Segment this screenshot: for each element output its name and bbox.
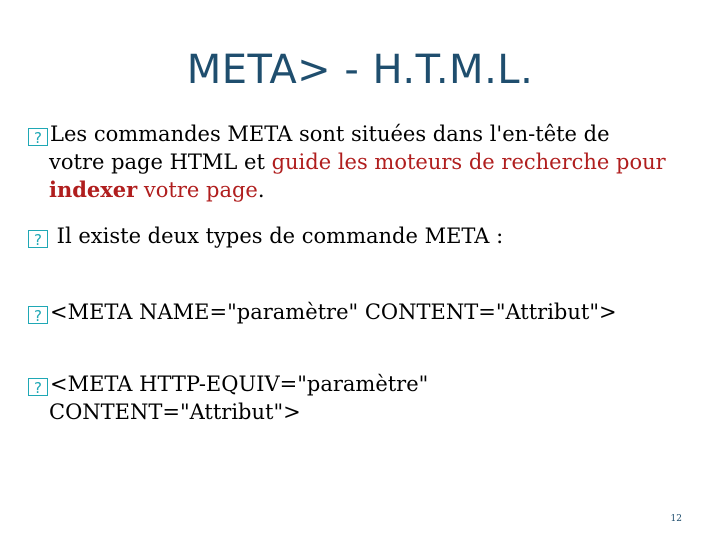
bullet-2-text: Il existe deux types de commande META : — [50, 224, 504, 248]
bullet-4-line-1: <META HTTP-EQUIV="paramètre" — [50, 372, 429, 396]
bullet-icon: ? — [28, 306, 48, 324]
bullet-icon: ? — [28, 230, 48, 248]
bullet-4-line-2: CONTENT="Attribut"> — [49, 400, 301, 424]
page-number: 12 — [670, 514, 682, 524]
bullet-1-line-1: Les commandes META sont situées dans l'en-tête de — [50, 122, 610, 146]
bullet-3 — [28, 298, 698, 326]
bullet-3-text: <META NAME="paramètre" CONTENT="Attribut"> — [50, 300, 617, 324]
bullet-1 — [28, 120, 698, 204]
bullet-4 — [28, 370, 698, 426]
slide-title: META> - H.T.M.L. — [186, 47, 534, 93]
bullet-icon: ? — [28, 128, 48, 146]
bullet-icon: ? — [28, 378, 48, 396]
bullet-1-line-2-plain: votre page HTML et — [49, 150, 272, 174]
bullet-1-line-3-end: . — [257, 178, 265, 202]
bullet-1-line-2-highlight: guide les moteurs de recherche pour — [271, 150, 666, 174]
bullet-1-line-3-highlight: votre page — [137, 178, 258, 202]
bullet-2 — [28, 222, 698, 250]
bullet-1-bold-highlight: indexer — [49, 177, 138, 202]
